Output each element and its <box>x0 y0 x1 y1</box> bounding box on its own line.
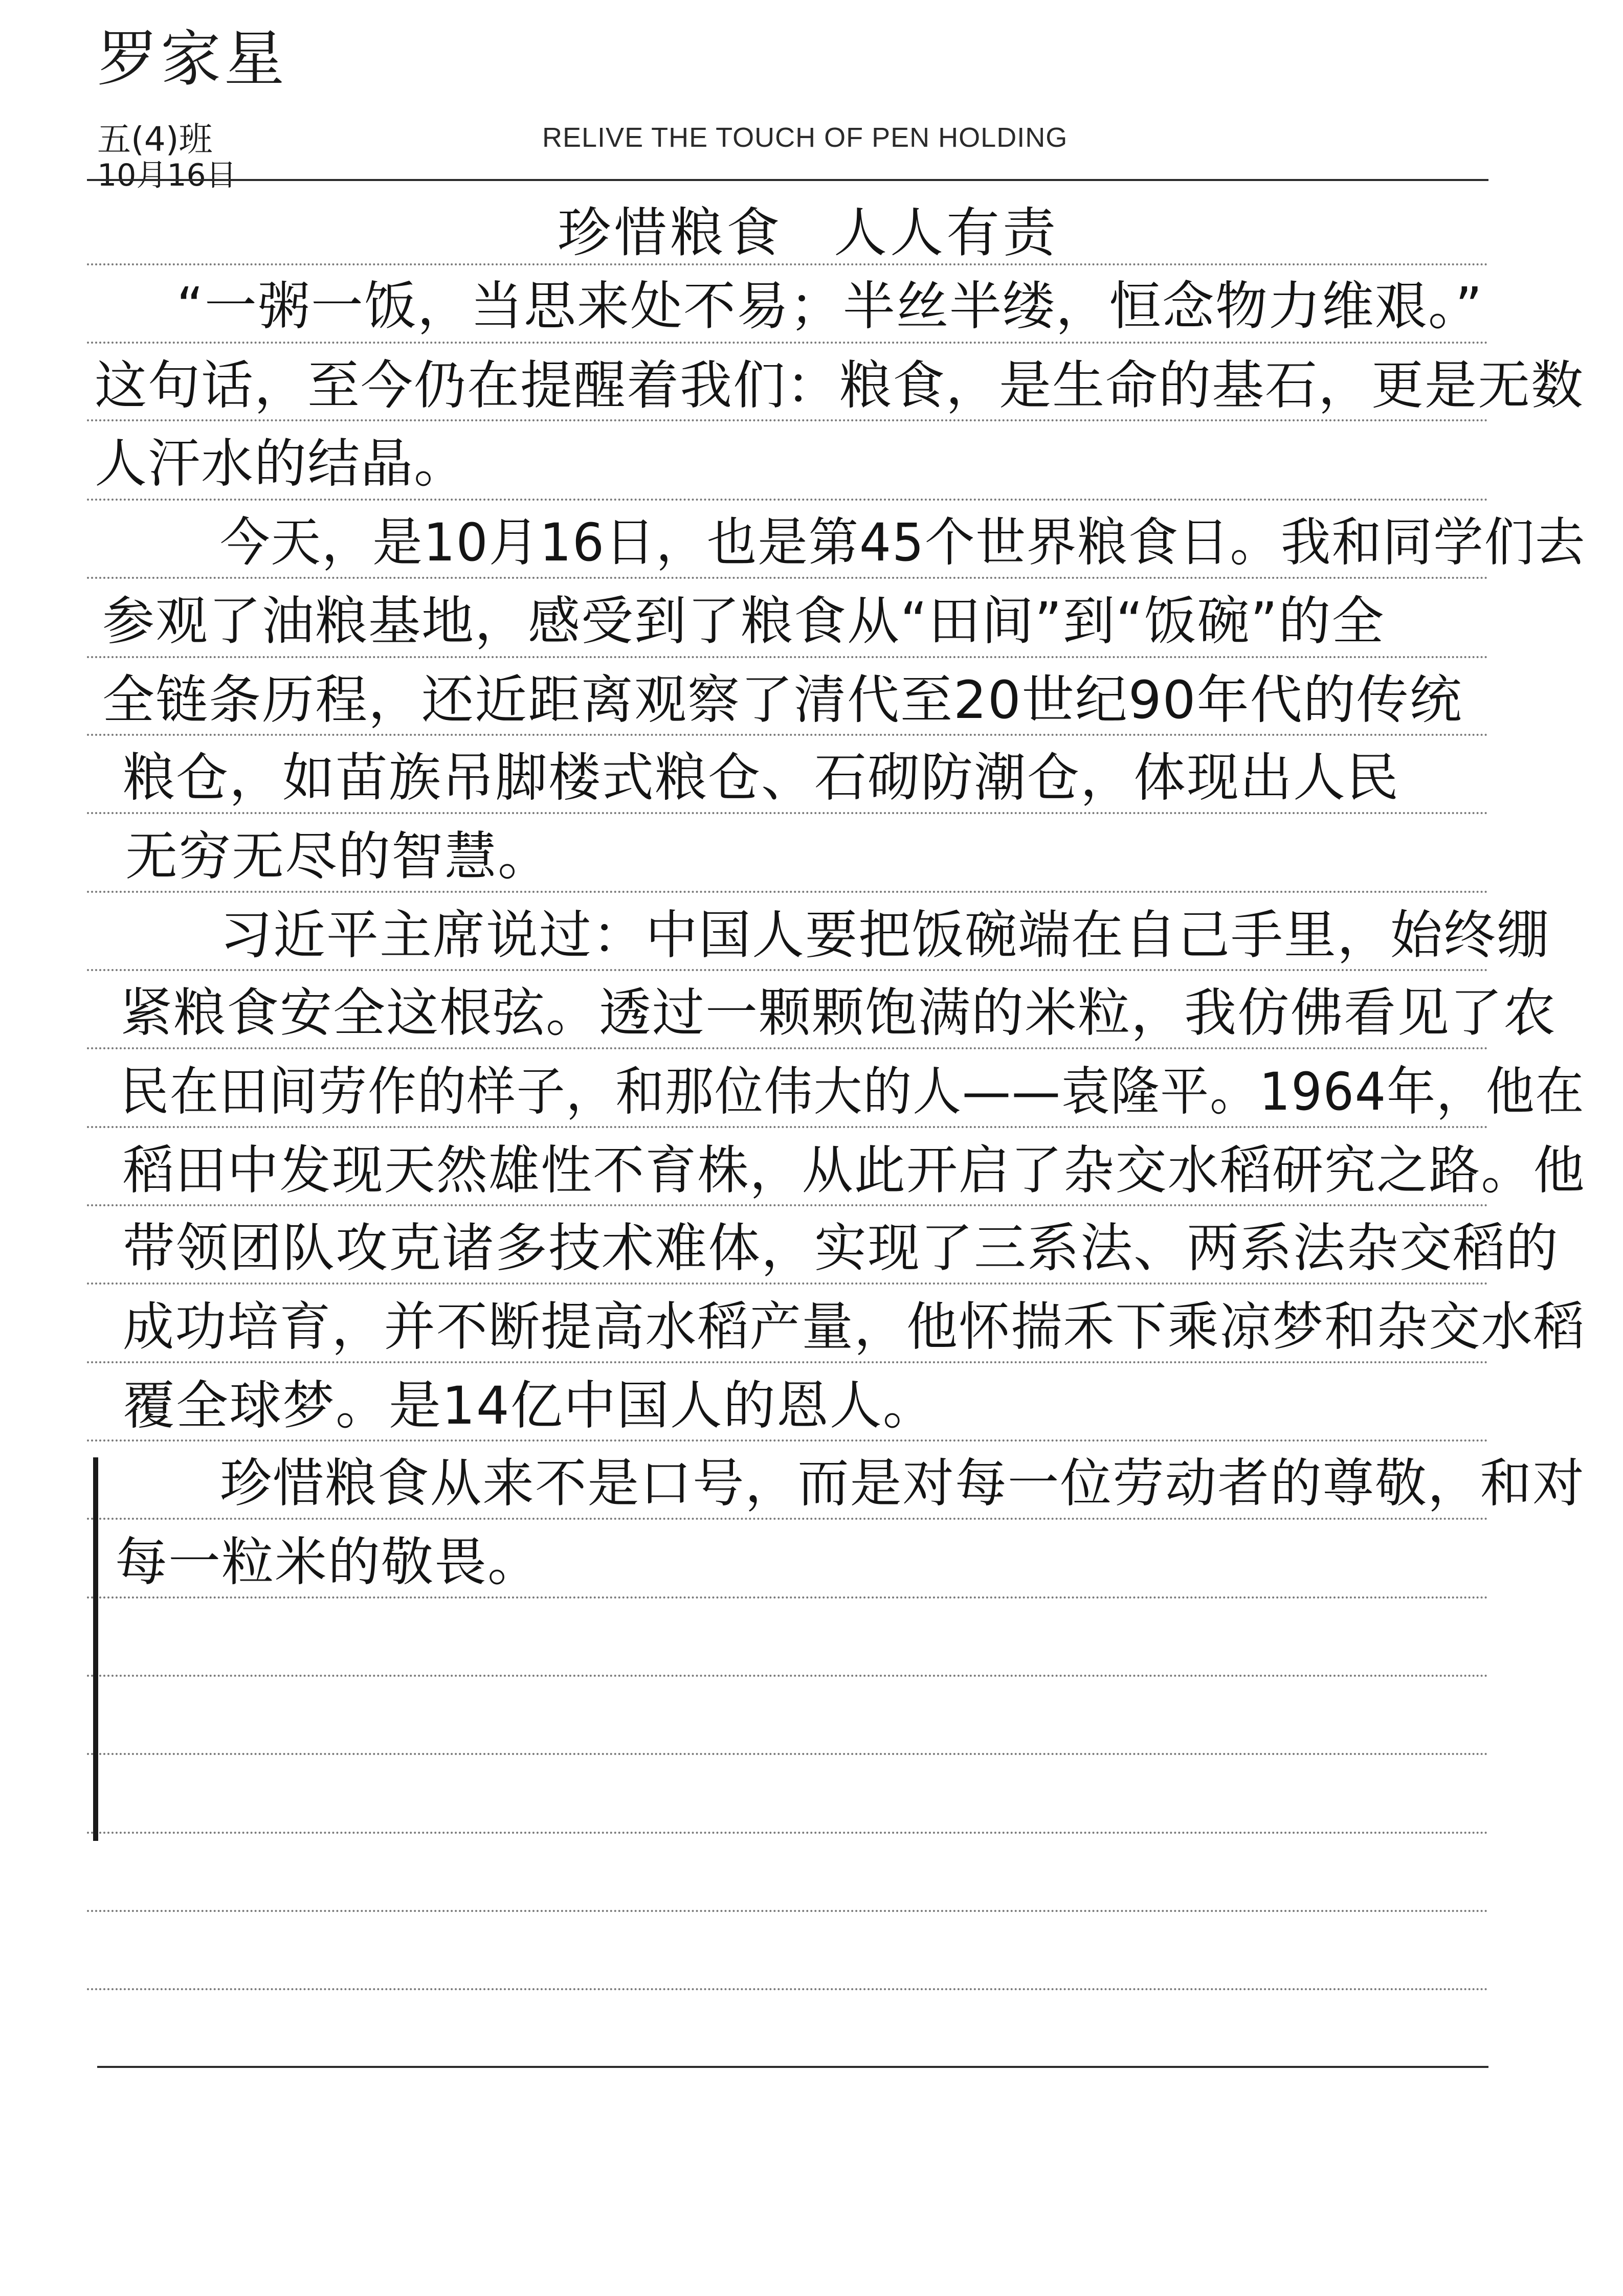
writing-rule <box>87 263 1488 265</box>
writing-rule <box>87 812 1488 814</box>
notebook-brand-text: RELIVE THE TOUCH OF PEN HOLDING <box>542 122 1068 153</box>
essay-line: 覆全球梦。是14亿中国人的恩人。 <box>123 1376 936 1436</box>
student-name: 罗家星 <box>97 24 288 94</box>
writing-rule <box>87 1282 1488 1285</box>
writing-rule <box>87 891 1488 893</box>
writing-rule <box>87 1753 1488 1755</box>
writing-rule <box>87 419 1488 421</box>
essay-line: 无穷无尽的智慧。 <box>125 826 551 887</box>
writing-rule <box>87 969 1488 971</box>
writing-rule <box>87 1518 1488 1520</box>
essay-line: 每一粒米的敬畏。 <box>115 1532 541 1593</box>
essay-title-part1: 珍惜粮食 <box>558 201 783 264</box>
essay-line: “一粥一饭，当思来处不易；半丝半缕，恒念物力维艰。” <box>176 276 1483 337</box>
margin-line <box>93 1457 98 1841</box>
essay-title <box>558 202 1059 263</box>
essay-line: 习近平主席说过：中国人要把饭碗端在自己手里，始终绷 <box>220 905 1550 966</box>
student-date: 10月16日 <box>97 157 237 193</box>
essay-title-part2: 人人有责 <box>834 201 1059 264</box>
essay-line: 紧粮食安全这根弦。透过一颗颗饱满的米粒，我仿佛看见了农 <box>120 983 1557 1044</box>
essay-line: 参观了油粮基地，感受到了粮食从“田间”到“饭碗”的全 <box>102 591 1385 652</box>
writing-rule <box>87 656 1488 658</box>
writing-rule <box>87 1439 1488 1442</box>
essay-line: 今天，是10月16日，也是第45个世界粮食日。我和同学们去 <box>220 512 1586 573</box>
writing-rule <box>87 1047 1488 1049</box>
student-info <box>97 20 312 192</box>
writing-rule <box>87 1361 1488 1363</box>
writing-rule <box>87 342 1488 344</box>
writing-rule <box>87 499 1488 501</box>
essay-line: 民在田间劳作的样子，和那位伟大的人——袁隆平。1964年，他在 <box>120 1062 1585 1122</box>
bottom-rule <box>97 2066 1488 2068</box>
writing-rule <box>87 1204 1488 1206</box>
top-rule <box>87 179 1488 181</box>
writing-rule <box>87 1596 1488 1599</box>
writing-rule <box>87 1988 1488 1990</box>
essay-line: 粮仓，如苗族吊脚楼式粮仓、石砌防潮仓，体现出人民 <box>123 748 1399 808</box>
essay-line: 成功培育，并不断提高水稻产量，他怀揣禾下乘凉梦和杂交水稻 <box>123 1297 1586 1358</box>
essay-line: 带领团队攻克诸多技术难体，实现了三系法、两系法杂交稻的 <box>123 1218 1559 1279</box>
essay-line: 全链条历程，还近距离观察了清代至20世纪90年代的传统 <box>102 670 1463 731</box>
writing-rule <box>87 577 1488 579</box>
writing-rule <box>87 1675 1488 1677</box>
writing-rule <box>87 1832 1488 1834</box>
writing-rule <box>87 1910 1488 1912</box>
essay-line: 这句话，至今仍在提醒着我们：粮食，是生命的基石，更是无数 <box>95 355 1584 416</box>
writing-rule <box>87 1126 1488 1128</box>
essay-line: 人汗水的结晶。 <box>95 434 467 494</box>
essay-line: 珍惜粮食从来不是口号，而是对每一位劳动者的尊敬，和对 <box>220 1453 1585 1514</box>
student-class: 五(4)班 <box>97 120 213 159</box>
essay-line: 稻田中发现天然雄性不育株，从此开启了杂交水稻研究之路。他 <box>123 1140 1586 1201</box>
writing-rule <box>87 734 1488 736</box>
